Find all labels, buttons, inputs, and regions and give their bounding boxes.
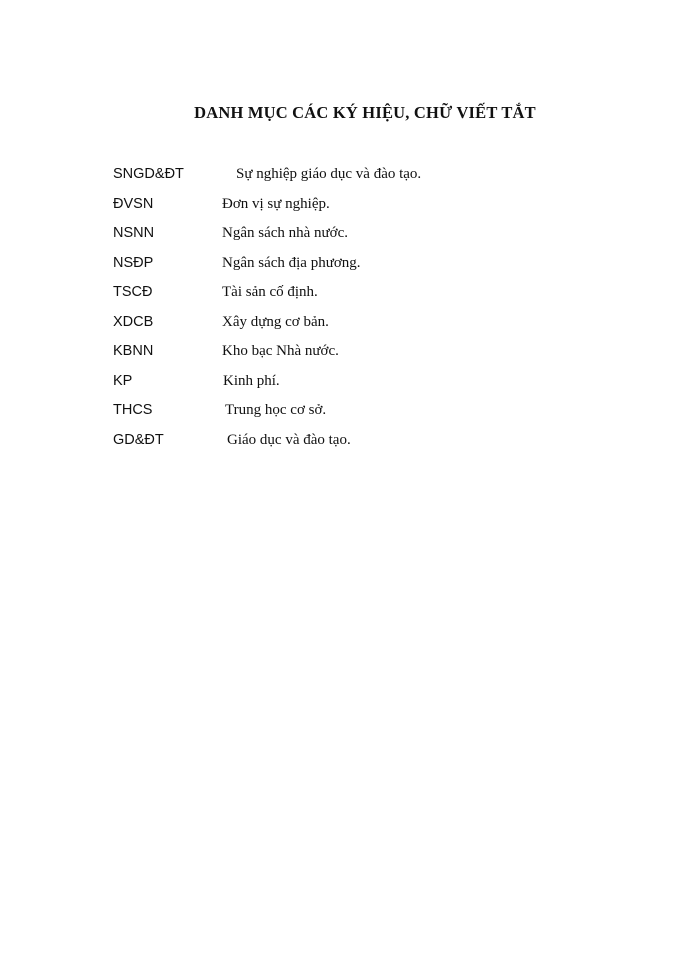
abbreviation-term: SNGD&ĐT <box>113 166 184 182</box>
abbreviation-term: KBNN <box>113 343 154 359</box>
abbreviation-term: TSCĐ <box>113 284 153 300</box>
abbreviation-definition: Tài sản cố định. <box>222 284 318 300</box>
abbreviation-term: ĐVSN <box>113 195 154 212</box>
abbreviation-term: THCS <box>113 402 153 418</box>
abbreviation-definition: Kho bạc Nhà nước. <box>222 343 339 359</box>
abbreviation-term: XDCB <box>113 313 154 330</box>
abbreviation-definition: Đơn vị sự nghiệp. <box>222 195 330 212</box>
abbreviation-definition: Giáo dục và đào tạo. <box>227 431 351 448</box>
abbreviation-definition: Xây dựng cơ bản. <box>222 313 329 330</box>
page-title: DANH MỤC CÁC KÝ HIỆU, CHỮ VIẾT TẮT <box>194 103 536 122</box>
abbreviation-definition: Ngân sách nhà nước. <box>222 225 349 241</box>
abbreviation-term: KP <box>113 372 133 389</box>
abbreviation-term: GD&ĐT <box>113 431 164 448</box>
abbreviation-term: NSĐP <box>113 254 154 271</box>
abbreviation-definition: Sự nghiệp giáo dục và đào tạo. <box>236 166 422 182</box>
abbreviation-definition: Kinh phí. <box>223 372 280 389</box>
abbreviation-definition: Ngân sách địa phương. <box>222 254 361 271</box>
abbreviation-definition: Trung học cơ sở. <box>225 402 327 418</box>
abbreviation-term: NSNN <box>113 225 155 241</box>
